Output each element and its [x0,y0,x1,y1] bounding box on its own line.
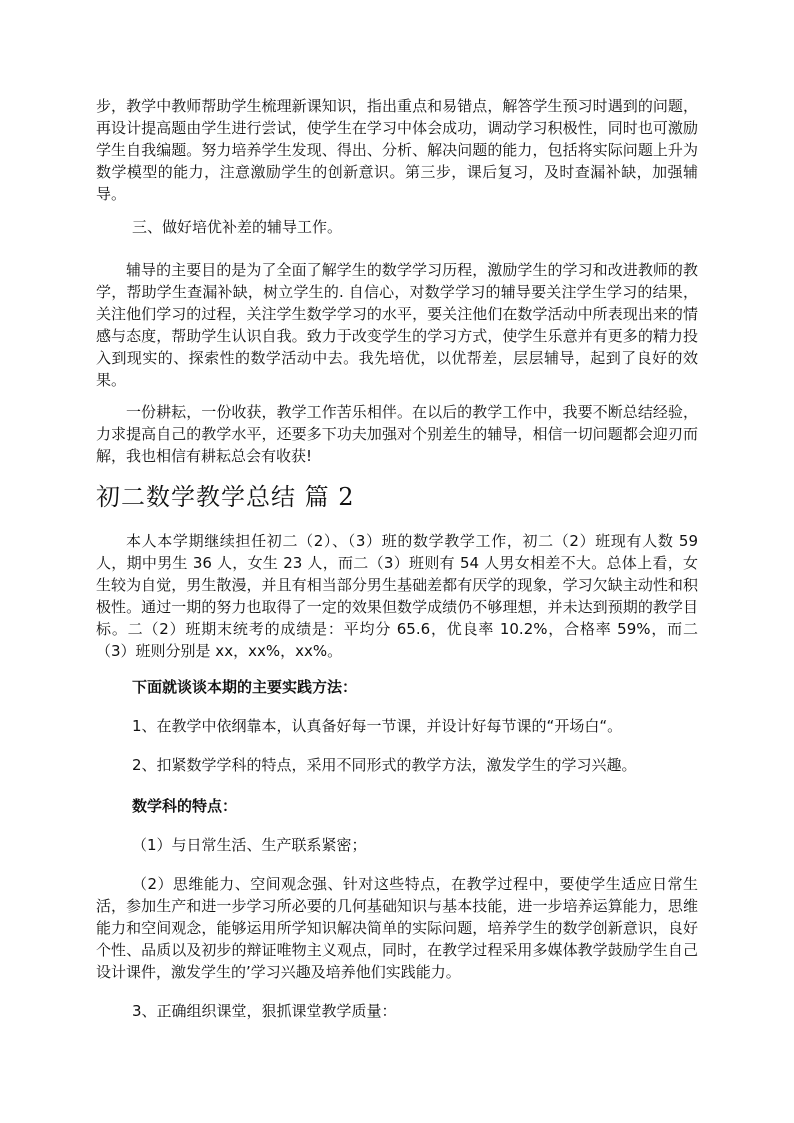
features-heading: 数学科的特点： [132,797,238,815]
method-item-1: 1、在教学中依纲靠本，认真备好每一节课，并设计好每节课的“开场白“。 [132,717,623,735]
paragraph-conclusion: 一份耕耘，一份收获，教学工作苦乐相伴。在以后的教学工作中，我要不断总结经验，力求提高自己的教学水平，还要多下功夫加强对个别差生的辅导，相信一切问题都会迎刃而解，我也相信有耕耘总会有收获! [96,403,698,465]
article-title: 初二数学教学总结 篇 2 [96,483,355,511]
paragraph-tutoring: 辅导的主要目的是为了全面了解学生的数学学习历程，激励学生的学习和改进教师的教学，帮助学生查漏补缺，树立学生的. 自信心，对数学学习的辅导要关注学生学习的结果，关注他们学习的过程，关注学生数学学习的水平，要关注他们在数学活动中所表现出来的情感与态度，帮助学生认识自我。致力于改变学生的学习方式，使学生乐意并有更多的精力投入到现实的、探索性的数学活动中去。我先培优，以优帮差，层层辅导，起到了良好的效果。 [96,261,698,389]
paragraph-intro: 本人本学期继续担任初二（2）、（3）班的数学教学工作，初二（2）班现有人数 59 人，期中男生 36 人，女生 23 人，而二（3）班则有 54 人男女相差不大。总体上看，女生较为自觉，男生散漫，并且有相当部分男生基础差都有厌学的现象，学习欠缺主动性和积极性。通过一期的努力也取得了一定的效果但数学成绩仍不够理想，并未达到预期的教学目标。二（2）班期末统考的成绩是：平均分 65.6，优良率 10.2%，合格率 59%，而二（3）班则分别是 xx，xx%，xx%。 [96,532,698,660]
section-heading-three: 三、做好培优补差的辅导工作。 [132,218,343,236]
method-item-2: 2、扣紧数学学科的特点，采用不同形式的教学方法，激发学生的学习兴趣。 [132,756,637,774]
feature-item-1: （1）与日常生活、生产联系紧密； [132,836,367,854]
method-item-3: 3、正确组织课堂，狠抓课堂教学质量： [132,1002,397,1020]
paragraph-continuation: 步，教学中教师帮助学生梳理新课知识，指出重点和易错点，解答学生预习时遇到的问题，再设计提高题由学生进行尝试，使学生在学习中体会成功，调动学习积极性，同时也可激励学生自我编题。努力培养学生发现、得出、分析、解决问题的能力，包括将实际问题上升为数学模型的能力，注意激励学生的创新意识。第三步，课后复习，及时查漏补缺，加强辅导。 [96,97,698,203]
feature-item-2: （2）思维能力、空间观念强、针对这些特点，在教学过程中，要使学生适应日常生活，参加生产和进一步学习所必要的几何基础知识与基本技能，进一步培养运算能力，思维能力和空间观念，能够运用所学知识解决简单的实际问题，培养学生的数学创新意识，良好个性、品质以及初步的辩证唯物主义观点，同时，在教学过程采用多媒体教学鼓励学生自己设计课件，激发学生的’学习兴趣及培养他们实践能力。 [96,875,698,981]
methods-heading: 下面就谈谈本期的主要实践方法： [132,678,358,696]
